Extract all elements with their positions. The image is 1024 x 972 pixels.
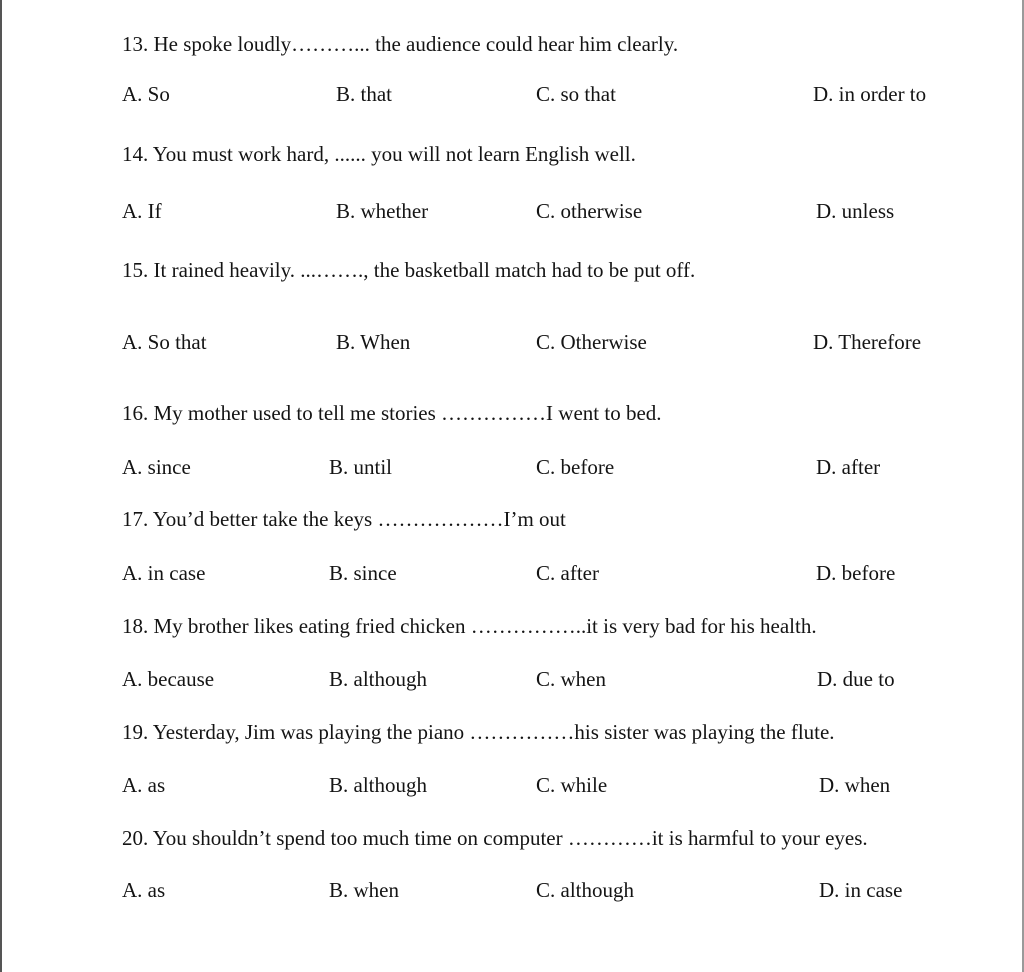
option-c[interactable]: C. while	[536, 773, 608, 797]
option-a[interactable]: A. as	[122, 878, 166, 902]
question-stem: 16. My mother used to tell me stories ……………I went to bed.	[122, 401, 662, 425]
option-b[interactable]: B. since	[329, 561, 397, 585]
option-a[interactable]: A. as	[122, 773, 166, 797]
option-d[interactable]: D. Therefore	[813, 330, 922, 354]
option-c[interactable]: C. so that	[536, 82, 616, 106]
question-stem: 19. Yesterday, Jim was playing the piano ……………his sister was playing the flute.	[122, 720, 835, 744]
option-a[interactable]: A. If	[122, 199, 162, 223]
option-b[interactable]: B. when	[329, 878, 399, 902]
question-stem: 13. He spoke loudly………... the audience could hear him clearly.	[122, 32, 679, 56]
option-a[interactable]: A. because	[122, 667, 215, 691]
option-b[interactable]: B. When	[336, 330, 411, 354]
option-b[interactable]: B. whether	[336, 199, 429, 223]
option-c[interactable]: C. Otherwise	[536, 330, 647, 354]
option-a[interactable]: A. So	[122, 82, 170, 106]
option-c[interactable]: C. although	[536, 878, 634, 902]
option-c[interactable]: C. when	[536, 667, 606, 691]
option-d[interactable]: D. in case	[819, 878, 903, 902]
question-stem: 14. You must work hard, ...... you will not learn English well.	[122, 142, 636, 166]
option-c[interactable]: C. otherwise	[536, 199, 643, 223]
option-a[interactable]: A. in case	[122, 561, 206, 585]
option-d[interactable]: D. after	[816, 455, 881, 479]
option-d[interactable]: D. unless	[816, 199, 895, 223]
option-a[interactable]: A. So that	[122, 330, 207, 354]
page-left-border	[0, 0, 2, 972]
option-d[interactable]: D. before	[816, 561, 896, 585]
option-b[interactable]: B. although	[329, 667, 427, 691]
question-stem: 17. You’d better take the keys ………………I’m out	[122, 507, 566, 531]
option-d[interactable]: D. in order to	[813, 82, 927, 106]
question-stem: 18. My brother likes eating fried chicken ……………..it is very bad for his health.	[122, 614, 817, 638]
option-c[interactable]: C. before	[536, 455, 615, 479]
question-stem: 20. You shouldn’t spend too much time on computer …………it is harmful to your eyes.	[122, 826, 868, 850]
option-a[interactable]: A. since	[122, 455, 191, 479]
option-b[interactable]: B. although	[329, 773, 427, 797]
option-b[interactable]: B. until	[329, 455, 393, 479]
option-c[interactable]: C. after	[536, 561, 599, 585]
option-d[interactable]: D. when	[819, 773, 891, 797]
question-stem: 15. It rained heavily. ...……., the basketball match had to be put off.	[122, 258, 696, 282]
option-d[interactable]: D. due to	[817, 667, 895, 691]
option-b[interactable]: B. that	[336, 82, 392, 106]
